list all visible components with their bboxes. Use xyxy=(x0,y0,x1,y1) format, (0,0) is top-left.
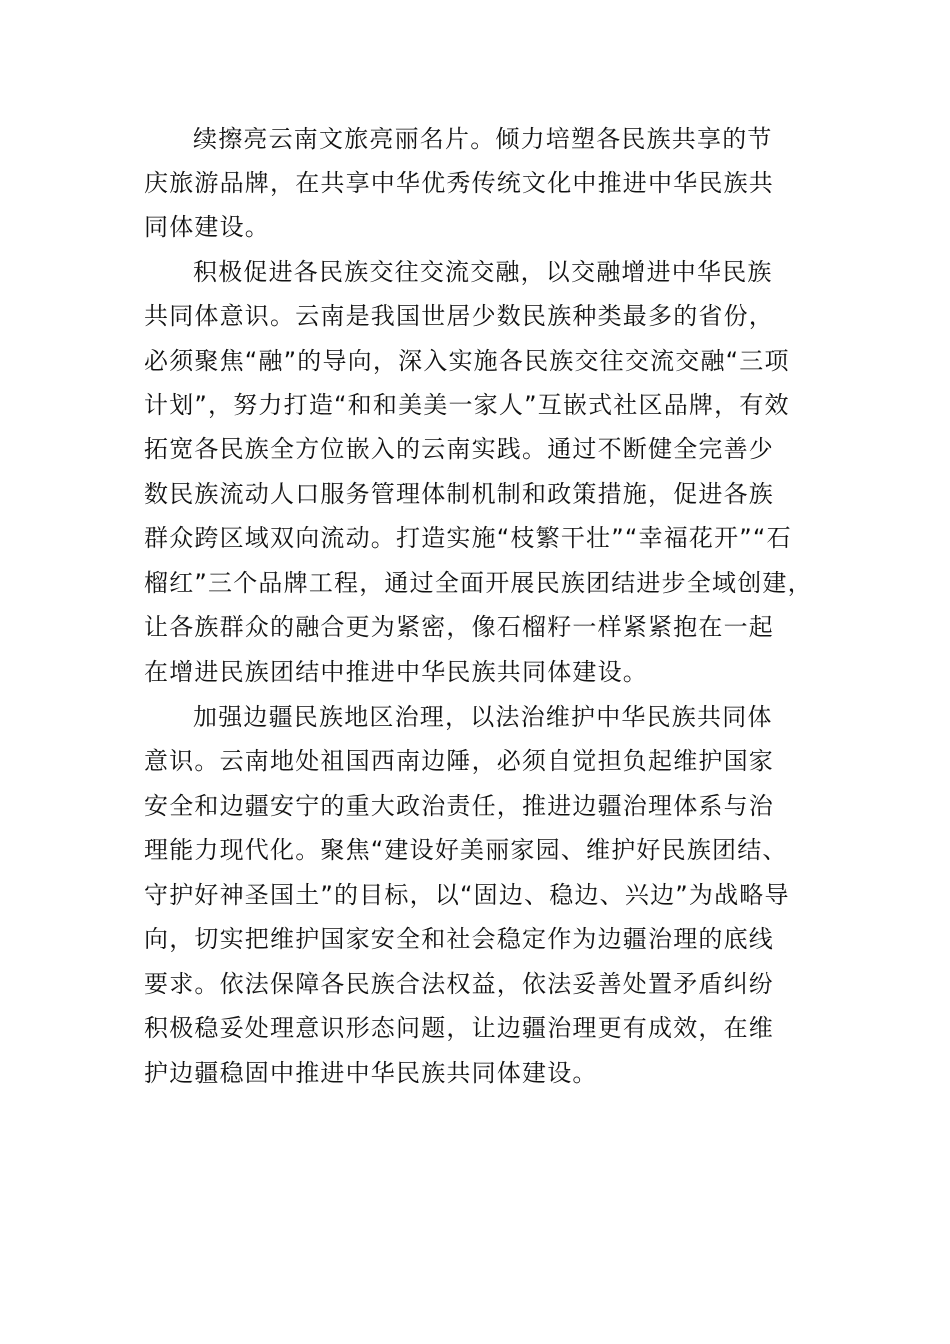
text-line: 意识。云南地处祖国西南边陲，必须自觉担负起维护国家 xyxy=(144,747,774,775)
text-line: 安全和边疆安宁的重大政治责任，推进边疆治理体系与治 xyxy=(144,792,774,820)
text-line: 向，切实把维护国家安全和社会稳定作为边疆治理的底线 xyxy=(144,925,774,953)
text-line: 续擦亮云南文旅亮丽名片。倾力培塑各民族共享的节 xyxy=(193,125,773,153)
text-line: 积极促进各民族交往交流交融，以交融增进中华民族 xyxy=(193,258,773,286)
text-line: 榴红”三个品牌工程，通过全面开展民族团结进步全域创建， xyxy=(144,569,813,597)
text-line: 计划”，努力打造“和和美美一家人”互嵌式社区品牌，有效 xyxy=(144,391,790,419)
text-line: 守护好神圣国土”的目标，以“固边、稳边、兴边”为战略导 xyxy=(144,881,790,909)
text-line: 群众跨区域双向流动。打造实施“枝繁干壮”“幸福花开”“石 xyxy=(144,524,792,552)
text-line: 在增进民族团结中推进中华民族共同体建设。 xyxy=(144,658,648,686)
text-line: 让各族群众的融合更为紧密，像石榴籽一样紧紧抱在一起 xyxy=(144,613,774,641)
text-line: 必须聚焦“融”的导向，深入实施各民族交往交流交融“三项 xyxy=(144,347,790,375)
text-line: 护边疆稳固中推进中华民族共同体建设。 xyxy=(144,1059,598,1087)
text-line: 同体建设。 xyxy=(144,213,270,241)
text-line: 理能力现代化。聚焦“建设好美丽家园、维护好民族团结、 xyxy=(144,836,788,864)
text-line: 庆旅游品牌，在共享中华优秀传统文化中推进中华民族共 xyxy=(144,169,774,197)
text-line: 要求。依法保障各民族合法权益，依法妥善处置矛盾纠纷 xyxy=(144,970,774,998)
text-line: 共同体意识。云南是我国世居少数民族种类最多的省份， xyxy=(144,302,774,330)
text-line: 数民族流动人口服务管理体制机制和政策措施，促进各族 xyxy=(144,480,774,508)
text-line: 加强边疆民族地区治理，以法治维护中华民族共同体 xyxy=(193,703,773,731)
text-line: 拓宽各民族全方位嵌入的云南实践。通过不断健全完善少 xyxy=(144,435,774,463)
text-line: 积极稳妥处理意识形态问题，让边疆治理更有成效，在维 xyxy=(144,1014,774,1042)
